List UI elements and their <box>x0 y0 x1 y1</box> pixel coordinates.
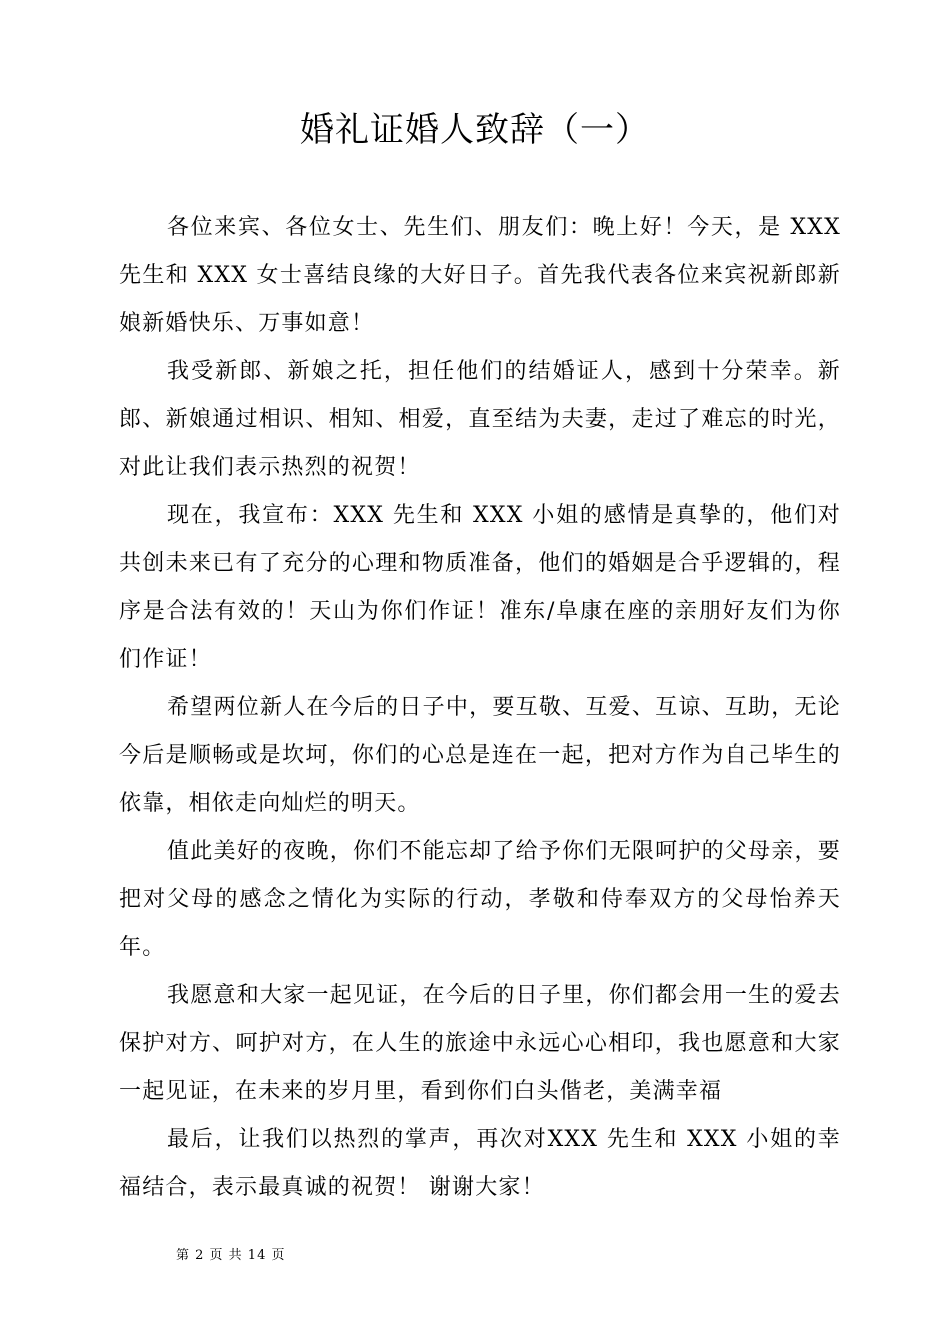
paragraph-parents: 值此美好的夜晚，你们不能忘却了给予你们无限呵护的父母亲，要把对父母的感念之情化为实际的行动，孝敬和侍奉双方的父母怡养天年。 <box>119 839 841 960</box>
paragraph-witness-honor: 我受新郎、新娘之托，担任他们的结婚证人，感到十分荣幸。新郎、新娘通过相识、相知、相爱，直至结为夫妻，走过了难忘的时光，对此让我们表示热烈的祝贺！ <box>119 359 841 480</box>
paragraph-greeting: 各位来宾、各位女士、先生们、朋友们：晚上好！今天，是 XXX 先生和 XXX 女士喜结良缘的大好日子。首先我代表各位来宾祝新郎新娘新婚快乐、万事如意！ <box>119 215 841 336</box>
paragraph-wishes: 希望两位新人在今后的日子中，要互敬、互爱、互谅、互助，无论今后是顺畅或是坎坷，你们的心总是连在一起，把对方作为自己毕生的依靠，相依走向灿烂的明天。 <box>119 695 841 816</box>
document-title: 婚礼证婚人致辞（一） <box>300 110 650 150</box>
paragraph-announcement: 现在，我宣布：XXX 先生和 XXX 小姐的感情是真挚的，他们对共创未来已有了充分的心理和物质准备，他们的婚姻是合乎逻辑的，程序是合法有效的！天山为你们作证！准东/阜康在座的亲朋好友们为你们作证！ <box>119 503 841 672</box>
paragraph-witness-future: 我愿意和大家一起见证，在今后的日子里，你们都会用一生的爱去保护对方、呵护对方，在人生的旅途中永远心心相印，我也愿意和大家一起见证，在未来的岁月里，看到你们白头偕老，美满幸福 <box>119 983 841 1104</box>
document-body <box>119 204 841 1212</box>
page-number-footer: 第 2 页 共 14 页 <box>176 1248 286 1263</box>
paragraph-closing: 最后，让我们以热烈的掌声，再次对XXX 先生和 XXX 小姐的幸福结合，表示最真诚的祝贺！ 谢谢大家！ <box>119 1127 841 1200</box>
